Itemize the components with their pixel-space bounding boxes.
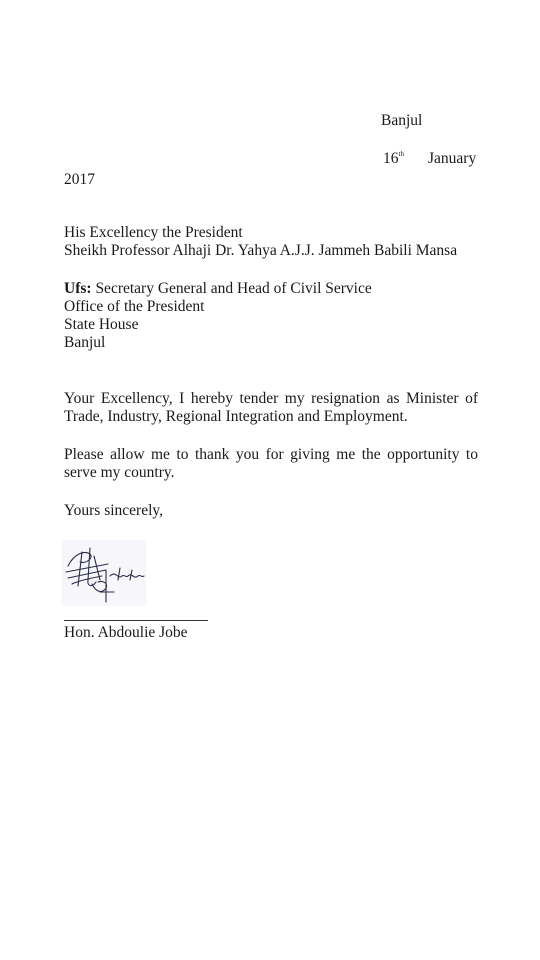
handwritten-signature bbox=[62, 540, 146, 606]
closing-salutation: Yours sincerely, bbox=[64, 502, 164, 519]
letter-place: Banjul bbox=[381, 112, 423, 129]
signature-drawing bbox=[62, 540, 146, 606]
addressee-title: His Excellency the President bbox=[64, 224, 243, 241]
letter-date-month: January bbox=[428, 150, 477, 167]
ufs-city: Banjul bbox=[64, 334, 106, 351]
signature-rule bbox=[64, 620, 208, 621]
date-suffix: th bbox=[398, 150, 404, 158]
body-paragraph-thanks: Please allow me to thank you for giving me the opportunity to serve my country. bbox=[64, 446, 478, 481]
ufs-state-house: State House bbox=[64, 316, 139, 333]
signatory-name: Hon. Abdoulie Jobe bbox=[64, 624, 188, 641]
date-day: 16 bbox=[383, 150, 399, 167]
ufs-line bbox=[64, 280, 372, 298]
ufs-office: Office of the President bbox=[64, 298, 205, 315]
ufs-label: Ufs: bbox=[64, 280, 92, 297]
ufs-secretary: Secretary General and Head of Civil Service bbox=[95, 280, 372, 297]
body-paragraph-resignation: Your Excellency, I hereby tender my resignation as Minister of Trade, Industry, Regional Integration and Employment. bbox=[64, 390, 478, 425]
addressee-name: Sheikh Professor Alhaji Dr. Yahya A.J.J. Jammeh Babili Mansa bbox=[64, 242, 458, 259]
letter-date-day bbox=[383, 150, 404, 168]
letter-date-year: 2017 bbox=[64, 171, 95, 188]
